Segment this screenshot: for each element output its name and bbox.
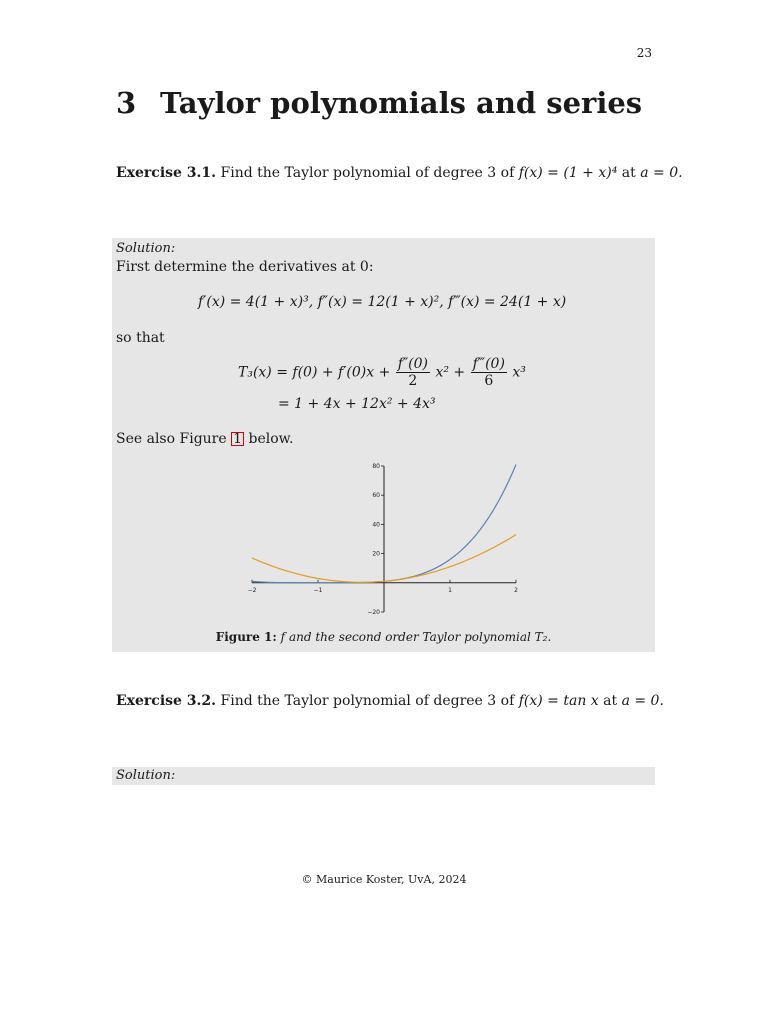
taylor-chart <box>244 460 524 622</box>
y-tick-label: 20 <box>372 550 380 558</box>
exercise-function: f(x) = (1 + x)⁴ <box>518 165 618 181</box>
caption-f: f <box>280 630 286 644</box>
fraction-numerator: f″(0) <box>397 356 429 372</box>
exercise-label: Exercise 3.1. <box>116 165 217 181</box>
y-tick-label: 60 <box>372 492 380 500</box>
exercise-text: Find the Taylor polynomial of degree 3 of <box>220 165 515 181</box>
solution-label: Solution: <box>116 241 176 256</box>
x-tick-label: −1 <box>313 586 323 594</box>
y-tick-label: 40 <box>372 521 380 529</box>
caption-text: and the second order Taylor polynomial <box>288 630 531 644</box>
solution-intro: First determine the derivatives at 0: <box>116 259 374 275</box>
x-tick-label: 1 <box>448 586 452 594</box>
fraction-numerator: f‴(0) <box>472 356 505 372</box>
see-also-pre: See also Figure <box>116 431 227 447</box>
page-number: 23 <box>636 46 652 60</box>
exercise-label: Exercise 3.2. <box>116 693 217 709</box>
chapter-title-text: Taylor polynomials and series <box>160 86 643 120</box>
footer-copyright: © Maurice Koster, UvA, 2024 <box>301 873 467 886</box>
fraction-second-derivative <box>396 356 430 389</box>
taylor-equation-line-2: = 1 + 4x + 12x² + 4x³ <box>278 396 436 412</box>
so-that-text: so that <box>116 330 165 346</box>
y-tick-label: 80 <box>372 463 380 470</box>
exercise-text: Find the Taylor polynomial of degree 3 of <box>220 693 515 709</box>
caption-label: Figure 1: <box>215 630 277 644</box>
exercise-at: at <box>621 165 636 181</box>
exercise-at: at <box>603 693 618 709</box>
t3-end: x³ <box>512 364 526 381</box>
caption-t2: T₂. <box>534 630 552 644</box>
t3-middle: x² + <box>435 364 466 381</box>
fraction-denominator: 6 <box>484 373 494 389</box>
exercise-3-2 <box>116 693 664 709</box>
solution-label: Solution: <box>116 768 176 783</box>
x-tick-label: −2 <box>247 586 257 594</box>
derivatives-equation: f′(x) = 4(1 + x)³, f″(x) = 12(1 + x)², f‴(x) = 24(1 + x) <box>198 294 567 310</box>
y-tick-label: −20 <box>367 609 380 616</box>
taylor-equation-line-1 <box>238 356 526 389</box>
figure-caption <box>112 630 655 644</box>
x-tick-label: 2 <box>514 586 518 594</box>
see-also-text <box>116 431 293 447</box>
solution-box-2 <box>112 767 655 785</box>
fraction-denominator: 2 <box>408 373 418 389</box>
exercise-function: f(x) = tan x <box>518 693 599 709</box>
t3-lhs: T₃(x) = f(0) + f′(0)x + <box>238 364 391 381</box>
exercise-point: a = 0. <box>621 693 664 709</box>
fraction-third-derivative <box>471 356 507 389</box>
chapter-title <box>116 86 642 120</box>
see-also-post: below. <box>248 431 294 447</box>
exercise-point: a = 0. <box>640 165 683 181</box>
figure-reference-link[interactable]: 1 <box>233 431 243 447</box>
solution-box-1 <box>112 238 655 652</box>
chapter-number: 3 <box>116 86 137 120</box>
exercise-3-1 <box>116 165 683 181</box>
